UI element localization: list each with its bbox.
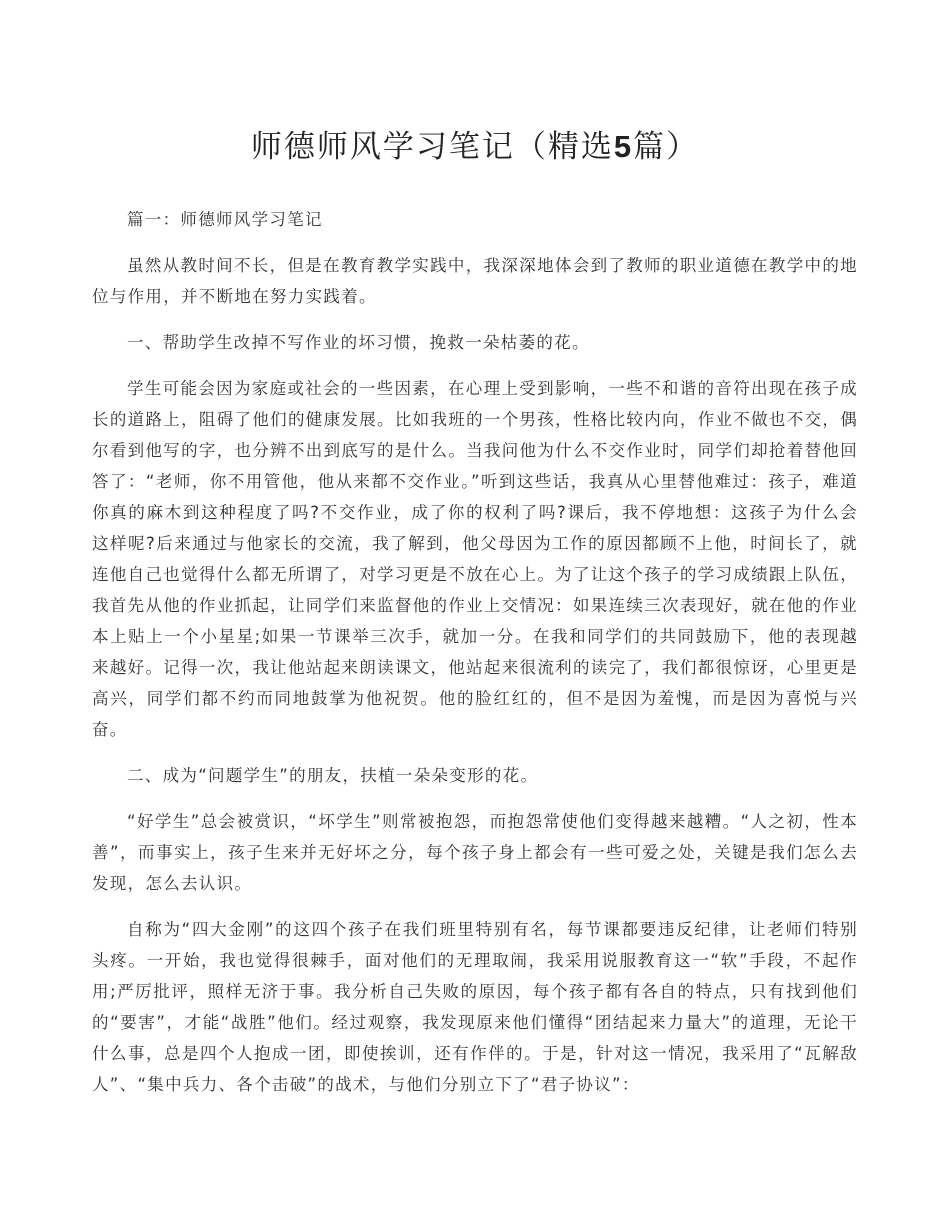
section-heading-one: 一、帮助学生改掉不写作业的坏习惯，挽救一朵枯萎的花。 — [127, 333, 590, 352]
title-number: 5 — [613, 129, 634, 164]
body-paragraph: 虽然从教时间不长，但是在教育教学实践中，我深深地体会到了教师的职业道德在教学中的地位与作用，并不断地在努力实践着。 — [92, 256, 858, 306]
body-paragraph: “好学生”总会被赏识，“坏学生”则常被抱怨，而抱怨常使他们变得越来越糟。“人之初，性本善”，而事实上，孩子生来并无好坏之分，每个孩子身上都会有一些可爱之处，关键是我们怎么去发现，怎么去认识。 — [92, 812, 858, 893]
body-paragraph: 自称为“四大金刚”的这四个孩子在我们班里特别有名，每节课都要违反纪律，让老师们特别头疼。一开始，我也觉得很棘手，面对他们的无理取闹，我采用说服教育这一“软”手段，不起作用;严厉批评，照样无济于事。我分析自己失败的原因，每个孩子都有各自的特点，只有找到他们的“要害”，才能“战胜”他们。经过观察，我发现原来他们懂得“团结起来力量大”的道理，无论干什么事，总是四个人抱成一团，即使挨训，还有作伴的。于是，针对这一情况，我采用了“瓦解敌人”、“集中兵力、各个击破”的战术，与他们分别立下了“君子协议”： — [92, 920, 858, 1094]
section-heading-part-one: 篇一：师德师风学习笔记 — [127, 210, 323, 229]
document-title — [0, 122, 950, 172]
section-heading-two: 二、成为“问题学生”的朋友，扶植一朵朵变形的花。 — [127, 766, 539, 785]
document-body — [92, 204, 858, 1115]
title-suffix: 篇） — [633, 129, 700, 165]
body-paragraph: 学生可能会因为家庭或社会的一些因素，在心理上受到影响，一些不和谐的音符出现在孩子成长的道路上，阻碍了他们的健康发展。比如我班的一个男孩，性格比较内向，作业不做也不交，偶尔看到他写的字，也分辨不出到底写的是什么。当我问他为什么不交作业时，同学们却抢着替他回答了：“老师，你不用管他，他从来都不交作业。”听到这些话，我真从心里替他难过：孩子，难道你真的麻木到这种程度了吗?不交作业，成了你的权利了吗?课后，我不停地想：这孩子为什么会这样呢?后来通过与他家长的交流，我了解到，他父母因为工作的原因都顾不上他，时间长了，就连他自己也觉得什么都无所谓了，对学习更是不放在心上。为了让这个孩子的学习成绩跟上队伍，我首先从他的作业抓起，让同学们来监督他的作业上交情况：如果连续三次表现好，就在他的作业本上贴上一个小星星;如果一节课举三次手，就加一分。在我和同学们的共同鼓励下，他的表现越来越好。记得一次，我让他站起来朗读课文，他站起来很流利的读完了，我们都很惊讶，心里更是高兴，同学们都不约而同地鼓掌为他祝贺。他的脸红红的，但不是因为羞愧，而是因为喜悦与兴奋。 — [92, 379, 858, 739]
title-prefix: 师德师风学习笔记（精选 — [250, 129, 614, 165]
